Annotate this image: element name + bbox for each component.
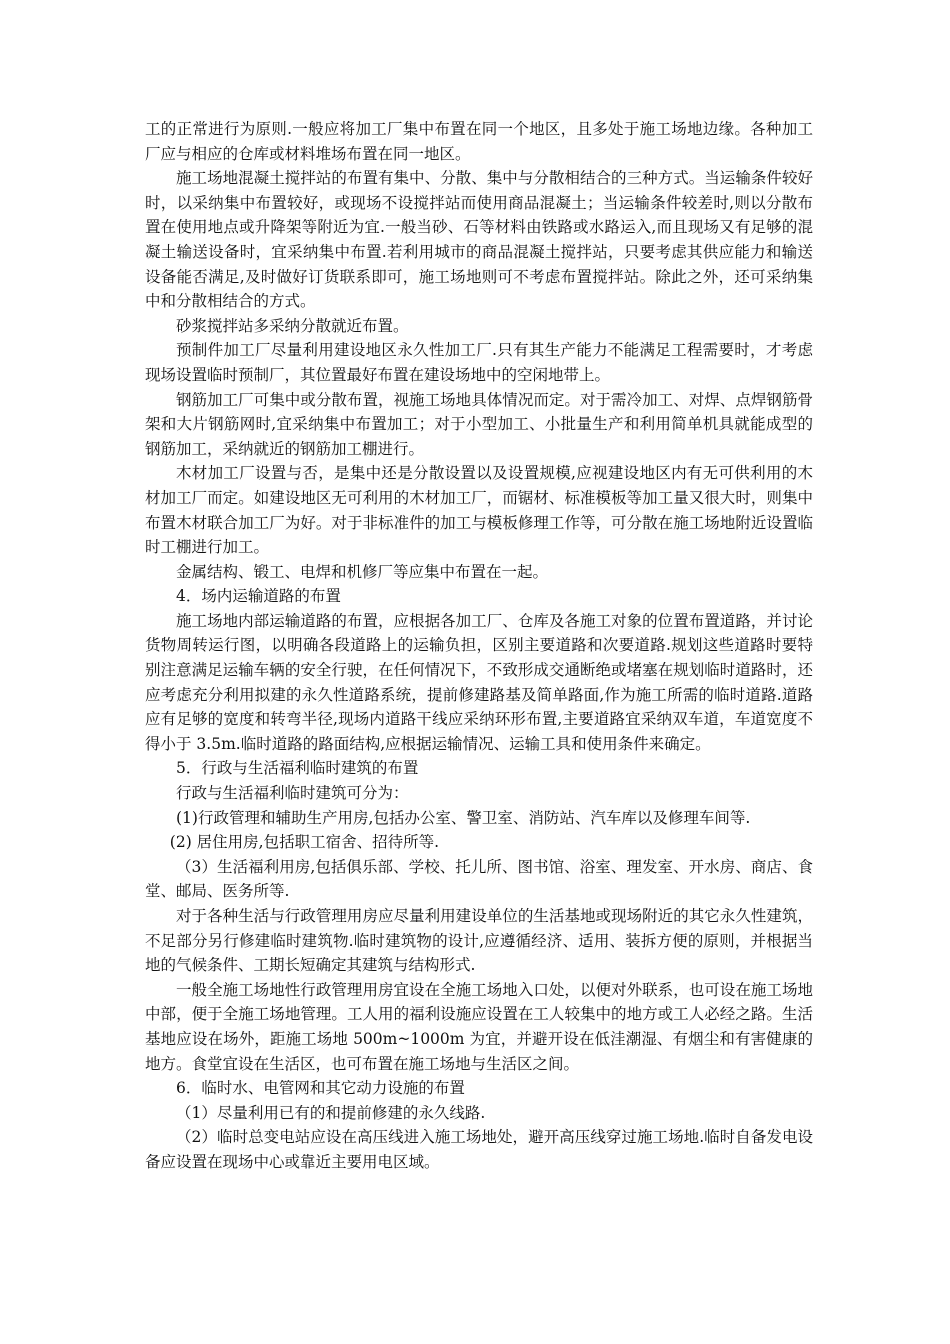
- paragraph: 金属结构、锻工、电焊和机修厂等应集中布置在一起。: [176, 562, 549, 581]
- paragraph: 钢筋加工厂可集中或分散布置，视施工场地具体情况而定。对于需冷加工、对焊、点焊钢筋骨架和大片钢筋网时,宜采纳集中布置加工；对于小型加工、小批量生产和利用简单机具就能成型的钢筋加工，采纳就近的钢筋加工棚进行。: [145, 390, 813, 458]
- paragraph: 行政与生活福利临时建筑可分为：: [176, 784, 409, 803]
- document-page: [145, 117, 813, 1175]
- paragraph: 一般全施工场地性行政管理用房宜设在全施工场地入口处，以便对外联系，也可设在施工场地中部，便于全施工场地管理。工人用的福利设施应设置在工人较集中的地方或工人必经之路。生活基地应设在场外，距施工场地 500m~1000m 为宜，并避开设在低洼潮湿、有烟尘和有害健康的地方。食堂宜设在生活区，也可布置在施工场地与生活区之间。: [145, 980, 813, 1073]
- section-heading: 4．场内运输道路的布置: [176, 587, 341, 606]
- list-item: (2) 居住用房,包括职工宿舍、招待所等.: [169, 833, 440, 852]
- list-item: (1)行政管理和辅助生产用房,包括办公室、警卫室、消防站、汽车库以及修理车间等.: [176, 808, 751, 827]
- paragraph: 施工场地内部运输道路的布置，应根据各加工厂、仓库及各施工对象的位置布置道路，并讨论货物周转运行图，以明确各段道路上的运输负担，区别主要道路和次要道路.规划这些道路时要特别注意满足运输车辆的安全行驶，在任何情况下，不致形成交通断绝或堵塞在规划临时道路时，还应考虑充分利用拟建的永久性道路系统，提前修建路基及简单路面,作为施工所需的临时道路.道路应有足够的宽度和转弯半径,现场内道路干线应采纳环形布置,主要道路宜采纳双车道，车道宽度不得小于 3.5m.临时道路的路面结构,应根据运输情况、运输工具和使用条件来确定。: [145, 611, 813, 753]
- section-heading: 6．临时水、电管网和其它动力设施的布置: [176, 1079, 465, 1098]
- paragraph: 对于各种生活与行政管理用房应尽量利用建设单位的生活基地或现场附近的其它永久性建筑，不足部分另行修建临时建筑物.临时建筑物的设计,应遵循经济、适用、装拆方便的原则，并根据当地的气候条件、工期长短确定其建筑与结构形式.: [145, 907, 813, 975]
- paragraph: 工的正常进行为原则.一般应将加工厂集中布置在同一个地区，且多处于施工场地边缘。各种加工厂应与相应的仓库或材料堆场布置在同一地区。: [145, 120, 813, 163]
- paragraph: 砂浆搅拌站多采纳分散就近布置。: [176, 316, 409, 335]
- list-item: （3）生活福利用房,包括俱乐部、学校、托儿所、图书馆、浴室、理发室、开水房、商店、食堂、邮局、医务所等.: [145, 857, 813, 901]
- list-item: （2）临时总变电站应设在高压线进入施工场地处，避开高压线穿过施工场地.临时自备发电设备应设置在现场中心或靠近主要用电区域。: [145, 1128, 813, 1171]
- paragraph: 施工场地混凝土搅拌站的布置有集中、分散、集中与分散相结合的三种方式。当运输条件较好时，以采纳集中布置较好，或现场不设搅拌站而使用商品混凝土；当运输条件较差时,则以分散布置在使用地点或升降架等附近为宜.一般当砂、石等材料由铁路或水路运入,而且现场又有足够的混凝土输送设备时，宜采纳集中布置.若利用城市的商品混凝土搅拌站，只要考虑其供应能力和输送设备能否满足,及时做好订货联系即可，施工场地则可不考虑布置搅拌站。除此之外，还可采纳集中和分散相结合的方式。: [145, 169, 813, 311]
- section-heading: 5．行政与生活福利临时建筑的布置: [176, 759, 419, 778]
- list-item: （1）尽量利用已有的和提前修建的永久线路.: [176, 1103, 486, 1122]
- paragraph: 木材加工厂设置与否，是集中还是分散设置以及设置规模,应视建设地区内有无可供利用的木材加工厂而定。如建设地区无可利用的木材加工厂，而锯材、标准模板等加工量又很大时，则集中布置木材联合加工厂为好。对于非标准件的加工与模板修理工作等，可分散在施工场地附近设置临时工棚进行加工。: [145, 464, 813, 557]
- paragraph: 预制件加工厂尽量利用建设地区永久性加工厂.只有其生产能力不能满足工程需要时，才考虑现场设置临时预制厂，其位置最好布置在建设场地中的空闲地带上。: [145, 341, 813, 384]
